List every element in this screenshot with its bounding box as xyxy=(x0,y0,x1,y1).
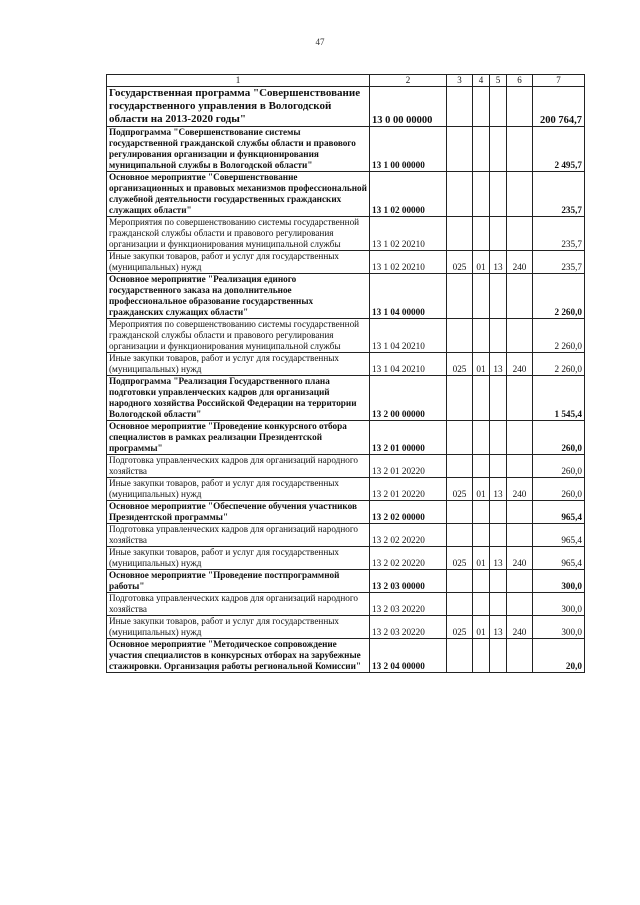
expense-type-cell xyxy=(507,421,533,455)
item-name-cell: Иные закупки товаров, работ и услуг для государственных (муниципальных) нужд xyxy=(107,353,370,376)
expense-type-cell xyxy=(507,217,533,251)
amount-cell: 1 545,4 xyxy=(533,376,585,421)
amount-cell: 2 260,0 xyxy=(533,353,585,376)
amount-cell: 235,7 xyxy=(533,172,585,217)
amount-cell: 235,7 xyxy=(533,217,585,251)
section-code-cell xyxy=(473,524,490,547)
item-name-cell: Основное мероприятие "Обеспечение обучения участников Президентской программы" xyxy=(107,501,370,524)
item-name-cell: Иные закупки товаров, работ и услуг для государственных (муниципальных) нужд xyxy=(107,251,370,274)
table-row xyxy=(107,547,585,570)
department-code-cell xyxy=(447,570,473,593)
table-row xyxy=(107,376,585,421)
department-code-cell xyxy=(447,593,473,616)
amount-cell: 965,4 xyxy=(533,501,585,524)
amount-cell: 20,0 xyxy=(533,639,585,673)
department-code-cell xyxy=(447,524,473,547)
header-cell: 2 xyxy=(370,75,447,87)
section-code-cell: 01 xyxy=(473,251,490,274)
expense-type-cell: 240 xyxy=(507,251,533,274)
item-name-cell: Подготовка управленческих кадров для организаций народного хозяйства xyxy=(107,524,370,547)
department-code-cell xyxy=(447,501,473,524)
table-row xyxy=(107,639,585,673)
table-row xyxy=(107,87,585,127)
expense-type-cell: 240 xyxy=(507,478,533,501)
header-cell: 1 xyxy=(107,75,370,87)
expense-type-cell xyxy=(507,524,533,547)
header-cell: 7 xyxy=(533,75,585,87)
table-row xyxy=(107,274,585,319)
department-code-cell xyxy=(447,274,473,319)
amount-cell: 300,0 xyxy=(533,616,585,639)
header-cell: 6 xyxy=(507,75,533,87)
subsection-code-cell: 13 xyxy=(490,547,507,570)
page-number: 47 xyxy=(315,37,325,47)
header-cell: 3 xyxy=(447,75,473,87)
amount-cell: 300,0 xyxy=(533,593,585,616)
department-code-cell xyxy=(447,455,473,478)
table-row xyxy=(107,593,585,616)
target-code-cell: 13 2 03 20220 xyxy=(370,616,447,639)
expense-type-cell xyxy=(507,319,533,353)
target-code-cell: 13 2 01 00000 xyxy=(370,421,447,455)
target-code-cell: 13 2 01 20220 xyxy=(370,455,447,478)
amount-cell: 965,4 xyxy=(533,524,585,547)
table-row xyxy=(107,524,585,547)
target-code-cell: 13 1 02 00000 xyxy=(370,172,447,217)
department-code-cell xyxy=(447,639,473,673)
subsection-code-cell: 13 xyxy=(490,251,507,274)
section-code-cell xyxy=(473,274,490,319)
item-name-cell: Основное мероприятие "Проведение конкурсного отбора специалистов в рамках реализации Президентской программы" xyxy=(107,421,370,455)
target-code-cell: 13 1 02 20210 xyxy=(370,251,447,274)
expense-type-cell xyxy=(507,501,533,524)
department-code-cell xyxy=(447,172,473,217)
item-name-cell: Подпрограмма "Совершенствование системы государственной гражданской службы области и правового регулирования организации и функционирования муниципальной службы в Вологодской области" xyxy=(107,127,370,172)
section-code-cell: 01 xyxy=(473,547,490,570)
amount-cell: 2 260,0 xyxy=(533,274,585,319)
expense-type-cell xyxy=(507,639,533,673)
section-code-cell xyxy=(473,217,490,251)
item-name-cell: Иные закупки товаров, работ и услуг для государственных (муниципальных) нужд xyxy=(107,478,370,501)
section-code-cell: 01 xyxy=(473,616,490,639)
item-name-cell: Подпрограмма "Реализация Государственного плана подготовки управленческих кадров для организаций народного хозяйства Российской Федерации на территории Вологодской области" xyxy=(107,376,370,421)
target-code-cell: 13 2 00 00000 xyxy=(370,376,447,421)
subsection-code-cell xyxy=(490,501,507,524)
target-code-cell: 13 2 02 20220 xyxy=(370,547,447,570)
item-name-cell: Основное мероприятие "Методическое сопровождение участия специалистов в конкурсных отборах на зарубежные стажировки. Организация работы региональной Комиссии" xyxy=(107,639,370,673)
section-code-cell xyxy=(473,376,490,421)
subsection-code-cell xyxy=(490,217,507,251)
section-code-cell: 01 xyxy=(473,353,490,376)
expense-type-cell xyxy=(507,593,533,616)
table-row xyxy=(107,421,585,455)
item-name-cell: Подготовка управленческих кадров для организаций народного хозяйства xyxy=(107,455,370,478)
subsection-code-cell xyxy=(490,639,507,673)
department-code-cell xyxy=(447,319,473,353)
subsection-code-cell: 13 xyxy=(490,353,507,376)
target-code-cell: 13 2 03 20220 xyxy=(370,593,447,616)
item-name-cell: Основное мероприятие "Реализация единого государственного заказа на дополнительное профессиональное образование государственных гражданских служащих области" xyxy=(107,274,370,319)
header-cell: 5 xyxy=(490,75,507,87)
table-row xyxy=(107,127,585,172)
section-code-cell xyxy=(473,172,490,217)
target-code-cell: 13 1 04 20210 xyxy=(370,353,447,376)
item-name-cell: Мероприятия по совершенствованию системы государственной гражданской службы области и правового регулирования организации и функционирования муниципальной службы xyxy=(107,217,370,251)
expense-type-cell xyxy=(507,87,533,127)
department-code-cell xyxy=(447,87,473,127)
target-code-cell: 13 0 00 00000 xyxy=(370,87,447,127)
amount-cell: 235,7 xyxy=(533,251,585,274)
target-code-cell: 13 1 00 00000 xyxy=(370,127,447,172)
header-cell: 4 xyxy=(473,75,490,87)
expense-type-cell xyxy=(507,376,533,421)
amount-cell: 200 764,7 xyxy=(533,87,585,127)
section-code-cell xyxy=(473,501,490,524)
table-row xyxy=(107,217,585,251)
department-code-cell: 025 xyxy=(447,547,473,570)
table-row xyxy=(107,455,585,478)
item-name-cell: Основное мероприятие "Проведение постпрограммной работы" xyxy=(107,570,370,593)
item-name-cell: Иные закупки товаров, работ и услуг для государственных (муниципальных) нужд xyxy=(107,616,370,639)
target-code-cell: 13 1 04 00000 xyxy=(370,274,447,319)
department-code-cell xyxy=(447,127,473,172)
target-code-cell: 13 2 02 20220 xyxy=(370,524,447,547)
target-code-cell: 13 1 04 20210 xyxy=(370,319,447,353)
item-name-cell: Подготовка управленческих кадров для организаций народного хозяйства xyxy=(107,593,370,616)
expense-type-cell xyxy=(507,274,533,319)
subsection-code-cell xyxy=(490,319,507,353)
target-code-cell: 13 1 02 20210 xyxy=(370,217,447,251)
subsection-code-cell xyxy=(490,524,507,547)
amount-cell: 260,0 xyxy=(533,455,585,478)
amount-cell: 300,0 xyxy=(533,570,585,593)
amount-cell: 2 495,7 xyxy=(533,127,585,172)
subsection-code-cell xyxy=(490,127,507,172)
table-row xyxy=(107,251,585,274)
section-code-cell xyxy=(473,421,490,455)
section-code-cell xyxy=(473,319,490,353)
table-row xyxy=(107,501,585,524)
section-code-cell xyxy=(473,127,490,172)
expense-type-cell xyxy=(507,570,533,593)
target-code-cell: 13 2 03 00000 xyxy=(370,570,447,593)
subsection-code-cell: 13 xyxy=(490,478,507,501)
subsection-code-cell xyxy=(490,593,507,616)
item-name-cell: Государственная программа "Совершенствование государственного управления в Вологодской области на 2013-2020 годы" xyxy=(107,87,370,127)
target-code-cell: 13 2 01 20220 xyxy=(370,478,447,501)
department-code-cell: 025 xyxy=(447,478,473,501)
subsection-code-cell xyxy=(490,570,507,593)
expense-type-cell xyxy=(507,127,533,172)
subsection-code-cell xyxy=(490,376,507,421)
section-code-cell: 01 xyxy=(473,478,490,501)
subsection-code-cell xyxy=(490,87,507,127)
amount-cell: 260,0 xyxy=(533,478,585,501)
amount-cell: 260,0 xyxy=(533,421,585,455)
section-code-cell xyxy=(473,639,490,673)
subsection-code-cell xyxy=(490,274,507,319)
subsection-code-cell xyxy=(490,421,507,455)
item-name-cell: Основное мероприятие "Совершенствование организационных и правовых механизмов профессиональной служебной деятельности государственных гражданских служащих области" xyxy=(107,172,370,217)
section-code-cell xyxy=(473,87,490,127)
section-code-cell xyxy=(473,570,490,593)
department-code-cell xyxy=(447,421,473,455)
expense-type-cell: 240 xyxy=(507,616,533,639)
department-code-cell xyxy=(447,376,473,421)
target-code-cell: 13 2 02 00000 xyxy=(370,501,447,524)
item-name-cell: Мероприятия по совершенствованию системы государственной гражданской службы области и правового регулирования организации и функционирования муниципальной службы xyxy=(107,319,370,353)
expense-type-cell xyxy=(507,172,533,217)
item-name-cell: Иные закупки товаров, работ и услуг для государственных (муниципальных) нужд xyxy=(107,547,370,570)
table-row xyxy=(107,478,585,501)
table-row xyxy=(107,353,585,376)
department-code-cell: 025 xyxy=(447,616,473,639)
budget-table xyxy=(106,74,585,673)
table-row xyxy=(107,616,585,639)
department-code-cell xyxy=(447,217,473,251)
expense-type-cell: 240 xyxy=(507,353,533,376)
table-row xyxy=(107,172,585,217)
table-row xyxy=(107,319,585,353)
header-row xyxy=(107,75,585,87)
subsection-code-cell xyxy=(490,172,507,217)
table-row xyxy=(107,570,585,593)
target-code-cell: 13 2 04 00000 xyxy=(370,639,447,673)
department-code-cell: 025 xyxy=(447,251,473,274)
amount-cell: 965,4 xyxy=(533,547,585,570)
expense-type-cell: 240 xyxy=(507,547,533,570)
expense-type-cell xyxy=(507,455,533,478)
section-code-cell xyxy=(473,593,490,616)
subsection-code-cell xyxy=(490,455,507,478)
department-code-cell: 025 xyxy=(447,353,473,376)
amount-cell: 2 260,0 xyxy=(533,319,585,353)
section-code-cell xyxy=(473,455,490,478)
subsection-code-cell: 13 xyxy=(490,616,507,639)
